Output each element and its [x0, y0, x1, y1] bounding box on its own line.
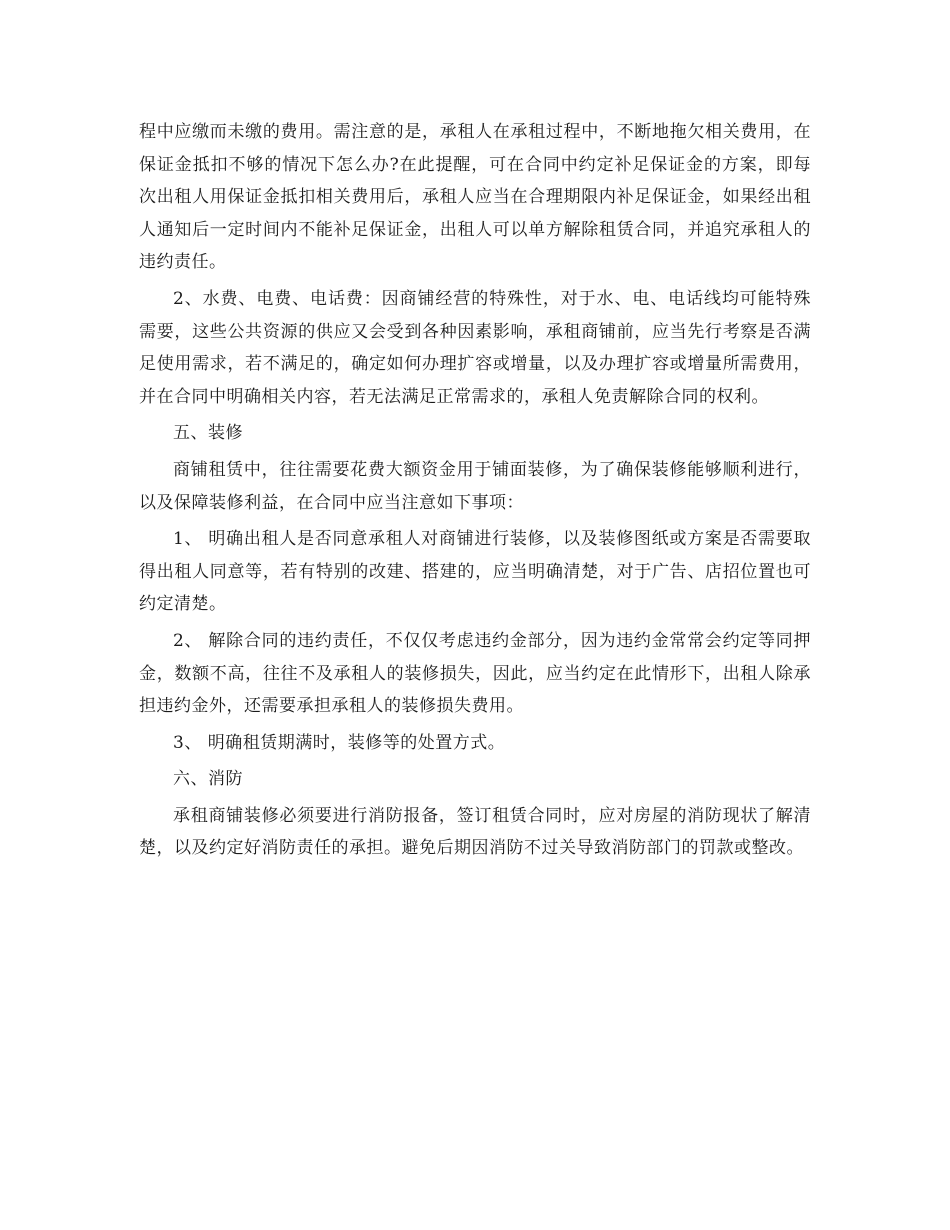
section-heading-renovation: 五、装修 — [173, 423, 243, 444]
paragraph-renovation-item-1: 1、 明确出租人是否同意承租人对商铺进行装修，以及装修图纸或方案是否需要取得出租人同意等，若有特别的改建、搭建的，应当明确清楚，对于广告、店招位置也可约定清楚。 — [139, 529, 811, 615]
paragraph-renovation-item-3: 3、 明确租赁期满时，装修等的处置方式。 — [173, 732, 506, 753]
document-page — [139, 116, 811, 869]
section-heading-fire-protection: 六、消防 — [173, 769, 243, 790]
paragraph-renovation-item-2: 2、 解除合同的违约责任，不仅仅考虑违约金部分，因为违约金常常会约定等同押金，数额不高，往往不及承租人的装修损失，因此，应当约定在此情形下，出租人除承担违约金外，还需要承担承租人的装修损失费用。 — [139, 630, 811, 717]
paragraph-renovation-intro: 商铺租赁中，往往需要花费大额资金用于铺面装修，为了确保装修能够顺利进行，以及保障装修利益，在合同中应当注意如下事项： — [139, 459, 811, 513]
paragraph-utilities: 2、水费、电费、电话费：因商铺经营的特殊性，对于水、电、电话线均可能特殊需要，这些公共资源的供应又会受到各种因素影响，承租商铺前，应当先行考察是否满足使用需求，若不满足的，确定如何办理扩容或增量，以及办理扩容或增量所需费用，并在合同中明确相关内容，若无法满足正常需求的，承租人免责解除合同的权利。 — [139, 288, 811, 407]
paragraph-fire-protection: 承租商铺装修必须要进行消防报备，签订租赁合同时，应对房屋的消防现状了解清楚，以及约定好消防责任的承担。避免后期因消防不过关导致消防部门的罚款或整改。 — [139, 805, 811, 859]
paragraph-deposit-continuation: 程中应缴而未缴的费用。需注意的是，承租人在承租过程中，不断地拖欠相关费用，在保证金抵扣不够的情况下怎么办?在此提醒，可在合同中约定补足保证金的方案，即每次出租人用保证金抵扣相关费用后，承租人应当在合理期限内补足保证金，如果经出租人通知后一定时间内不能补足保证金，出租人可以单方解除租赁合同，并追究承租人的违约责任。 — [139, 122, 811, 273]
